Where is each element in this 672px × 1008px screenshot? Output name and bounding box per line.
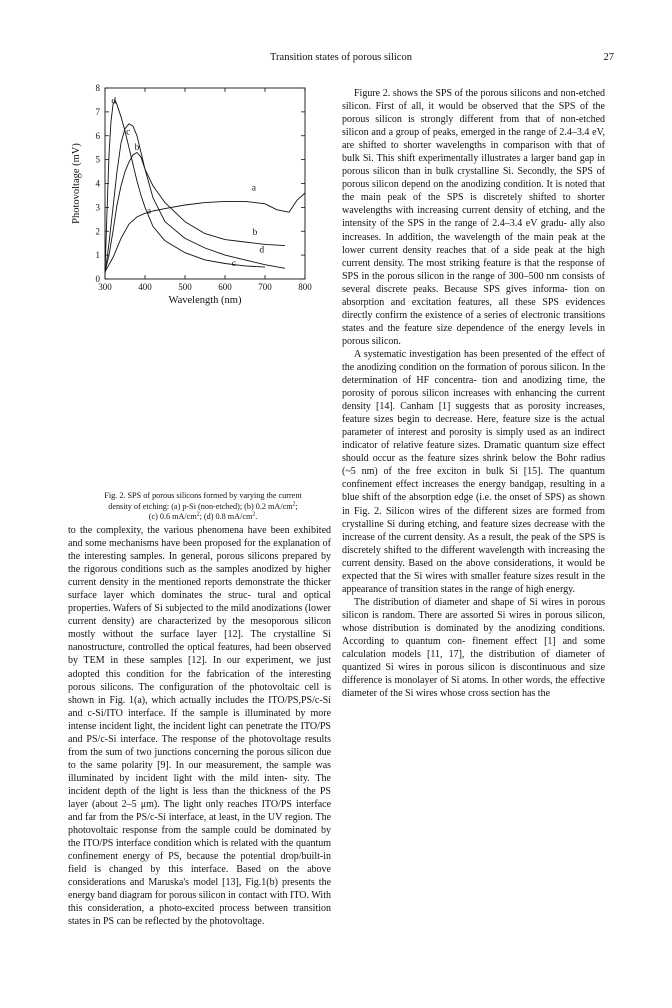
curve-label: b: [252, 227, 258, 238]
text-line: anodizing condition. It is noted that the main peak of: [342, 179, 606, 204]
x-tick-label: 800: [298, 282, 312, 292]
text-line: from that of non-etched silicon and a group of peaks,: [342, 114, 606, 139]
text-line: interface. Based on the above considerations and: [68, 864, 331, 889]
page-number: 27: [603, 52, 614, 63]
text-line: without the surface layer [12]. The crystalline Si: [102, 629, 331, 641]
x-tick-label: 400: [138, 282, 152, 292]
text-line: between transition states in PS can be reflected by: [68, 903, 332, 928]
text-line: exciton in bulk Si [15]. The quantum confinement: [342, 466, 605, 491]
text-line: tural and optical properties. Wafers of Si subjected to: [68, 590, 331, 615]
text-line: SPS) as shown in Fig. 2. Silicon wires of the different: [342, 492, 605, 517]
text-line: potential drop/built-in field is changed by this: [68, 851, 332, 876]
text-line: the photovoltage.: [194, 916, 265, 928]
text-line: monolayer of Si atoms. In other words, the effective: [394, 675, 605, 687]
caption-line-2: density of etching: (a) p-Si (non-etched); (b) 0.2 $mA/cm^2$;: [108, 500, 298, 511]
running-title: Transition states of porous silicon: [270, 52, 412, 63]
text-line: for the explanation of the interesting samples. In: [68, 538, 331, 563]
text-line: effect of the anodizing condition on the formation of: [342, 348, 606, 373]
text-line: main peak at the lower current density reaches that of: [342, 231, 606, 256]
text-line: increasing the current density. Based on the above: [342, 544, 605, 569]
text-line: penetrate the ITO/PS and PS/c-Si interface. The: [68, 720, 331, 745]
curve-label: b: [134, 143, 140, 154]
text-line: configuration of the photovoltaic cell is shown in: [68, 681, 331, 706]
text-line: interface, at least, in the UV region. The photovoltaic: [68, 812, 332, 837]
text-line: transition states in the range of high energy.: [400, 583, 575, 595]
text-line: tion and anodizing time, the porosity of porous silicon: [342, 375, 606, 400]
text-line: SPS evidences directly confirm the existence of a series: [342, 296, 606, 321]
y-axis-label: Photovoltage (mV): [71, 143, 82, 224]
text-line: effect increases the energy bandgap, resulting in a: [395, 479, 605, 491]
text-line: the anodizing conditions. According to quantum con-: [342, 622, 605, 647]
running-header: [68, 52, 614, 68]
right-column-text: [342, 87, 605, 700]
right-paragraph-3: [342, 596, 605, 700]
text-line: gap in porous silicon than in bulk crystalline Si.: [342, 153, 606, 178]
text-line: a side peak at the high current density. The most: [342, 244, 605, 269]
text-line: of electronic transitions states and the feature size: [342, 309, 606, 334]
text-line: ally also increases. In addition, the wavelength of the: [342, 218, 606, 243]
text-line: porous silicon. In the determination of HF concentra-: [342, 361, 606, 387]
series-line-d: [105, 100, 265, 272]
sps-chart: [68, 76, 338, 496]
text-line: Maruska's model [13], Fig.1(b) presents the energy: [68, 877, 332, 902]
curve-label: a: [251, 183, 256, 194]
text-line: Si. This shift experimentally illustrates a larger band: [362, 153, 577, 165]
plot-frame: [105, 88, 305, 279]
text-line: nanostructure, controlled the optical features, had: [68, 642, 270, 654]
text-line: in porous silicon is discontinuous and size difference is: [342, 662, 606, 687]
y-tick-label: 4: [95, 178, 100, 189]
text-line: quantum size effect should occur as the feature sizes: [342, 440, 605, 465]
text-line: of several discrete peaks. Because SPS gives informa-: [342, 270, 606, 295]
text-line: diameter of the Si wires whose cross section has the: [342, 688, 551, 700]
text-line: shorter wavelengths in comparison with that of bulk: [342, 140, 606, 165]
text-line: porous silicon in the range of 300–500 nm consists: [387, 270, 594, 282]
text-line: Figure 2. shows the SPS of the porous silicons and: [354, 88, 558, 99]
right-paragraph-2: [342, 348, 605, 596]
series-line-b: [105, 153, 285, 272]
text-line: characterized by the mesoporous silicon mostly: [68, 616, 332, 641]
text-line: with smaller feature sizes result in the appearance of: [342, 570, 606, 595]
text-line: non-etched silicon. First of all, it would be observed: [342, 88, 606, 113]
y-tick-label: 2: [95, 226, 100, 237]
y-tick-label: 0: [95, 274, 100, 284]
text-line: porous silicon is random. There are assorted Si wires: [342, 596, 605, 621]
left-column-text: [68, 524, 331, 928]
text-line: the quantum confinement energy of PS, because the: [68, 838, 332, 863]
text-line: current density. As a result, the peak of the SPS is: [403, 531, 605, 543]
y-tick-label: 3: [95, 202, 100, 213]
caption-line-3: (c) 0.6 $mA/cm^2$; (d) 0.8 $mA/cm^2$.: [148, 511, 258, 521]
text-line: Fig. 1(a), which actually includes the ITO/PS,PS/c-Si: [109, 694, 331, 706]
text-line: the thicker surface layer which dominates the struc-: [68, 577, 331, 602]
text-line: by more intense incident light, the incident light can: [68, 707, 332, 732]
text-line: indirect indicator of relative feature sizes. Dramatic: [342, 427, 605, 452]
figure-caption: [68, 491, 338, 523]
text-line: dependence of the energy levels in porous silicon.: [342, 322, 605, 347]
text-line: parameter of interest and porosity is simply used as an: [342, 427, 571, 439]
text-line: fabrication of the interesting porous silicons. The: [68, 668, 332, 693]
text-line: emerged in the range of 2.4–3.4 eV, are shifted to: [342, 127, 605, 152]
caption-line-1: Fig. 2. SPS of porous silicons formed by varying the current: [104, 491, 302, 500]
y-tick-label: 5: [95, 154, 100, 165]
y-tick-label: 8: [95, 83, 100, 93]
text-line: experiment, we just adopted this condition for the: [68, 655, 332, 680]
text-line: was illuminated by incident light with the mild inten-: [68, 759, 332, 784]
text-line: current density in the mentioned reports demonstrate: [68, 577, 285, 589]
text-line: and feature sizes decrease with the increase of the: [342, 518, 605, 543]
text-line: With this consideration, a photo-excited process: [68, 890, 331, 915]
text-line: A systematic investigation has been presented of the: [354, 348, 568, 360]
curve-label: c: [126, 127, 131, 138]
curve-label: d: [111, 96, 117, 107]
text-line: two junctions concerning the porous silicon due to: [68, 746, 332, 771]
text-line: finement effect [1] and some calculation models [11,: [342, 635, 606, 661]
text-line: general, porous silicons prepared by the rigorous: [68, 551, 331, 576]
y-tick-label: 6: [95, 130, 100, 141]
text-line: sizes begin to decrease. Here, feature size is the actual: [373, 414, 605, 426]
text-line: Secondly, the SPS of porous silicon depend on the: [342, 166, 605, 191]
x-tick-label: 700: [258, 282, 272, 292]
text-line: the mild anodizations (lower current density) are: [68, 603, 331, 628]
text-line: discretely shifted to the different wavelength with: [342, 544, 546, 556]
text-line: been observed by TEM in these samples [12]. In our: [68, 642, 331, 667]
text-line: exhibited and some mechanisms have been proposed: [68, 525, 332, 550]
curve-label: a: [146, 206, 152, 217]
text-line: sity. The incident depth of the light is less than the: [68, 772, 331, 797]
text-line: the same polarity [9]. In our measurement, the sample: [80, 759, 312, 771]
text-line: conditions such as the samples anodized by higher: [120, 564, 331, 576]
left-paragraph-1: [68, 524, 331, 928]
x-tick-label: 600: [218, 282, 232, 292]
text-line: that the SPS of the porous silicon is strongly different: [342, 101, 605, 126]
text-line: increases with enhancing the current density [14].: [342, 388, 606, 413]
text-line: response from the sample could be dominated by the: [68, 825, 332, 850]
text-line: and c-Si/ITO interface. If the sample is illuminated: [68, 707, 291, 719]
curve-label: d: [259, 245, 265, 256]
text-line: band diagram for porous silicon in contact with ITO.: [97, 890, 310, 902]
x-axis-label: Wavelength (nm): [168, 295, 242, 306]
series-line-c: [105, 124, 285, 274]
text-line: blue shift of the absorption edge (i.e. the onset of: [342, 492, 542, 504]
text-line: The distribution of diameter and shape of Si wires in: [354, 596, 575, 608]
text-line: Canham [1] suggests that as porosity increases, feature: [342, 401, 606, 426]
right-paragraph-1: [342, 87, 605, 348]
text-line: shrink below the Bohr radius (~5 nm) of the free: [342, 453, 606, 478]
text-line: ITO/PS interface condition which is related with: [82, 838, 279, 850]
text-line: in porous silicon, whose distribution is dominated by: [342, 609, 605, 634]
x-tick-label: 300: [98, 282, 112, 292]
curve-label: c: [231, 258, 236, 269]
y-tick-label: 1: [95, 250, 100, 261]
figure-2: [68, 76, 338, 496]
text-line: tion on absorption and excitation features, all these: [342, 283, 605, 308]
text-line: the SPS is discretely shifted to shorter wavelengths: [342, 192, 605, 217]
text-line: considerations, it would be expected that the Si wires: [342, 557, 605, 582]
text-line: intensity of the SPS in the range of 2.4–3.4 eV gradu-: [342, 218, 567, 230]
text-line: to the complexity, the various phenomena have been: [68, 525, 290, 536]
text-line: striking feature is that the response of SPS in the: [342, 257, 606, 282]
y-tick-label: 7: [95, 106, 100, 117]
text-line: with increasing current density of etching, and the: [395, 205, 605, 217]
text-line: response of the photovoltage results from the sum of: [68, 733, 331, 758]
text-line: sizes are formed from crystalline Si during etching,: [342, 505, 606, 530]
text-line: only reaches ITO/PS interface and far from the PS/c-Si: [68, 798, 332, 824]
text-line: 17], the distribution of diameter of quantized Si wires: [342, 649, 605, 674]
x-tick-label: 500: [178, 282, 192, 292]
text-line: thickness of the PS layer (about 2–5 μm). The light: [68, 785, 331, 810]
